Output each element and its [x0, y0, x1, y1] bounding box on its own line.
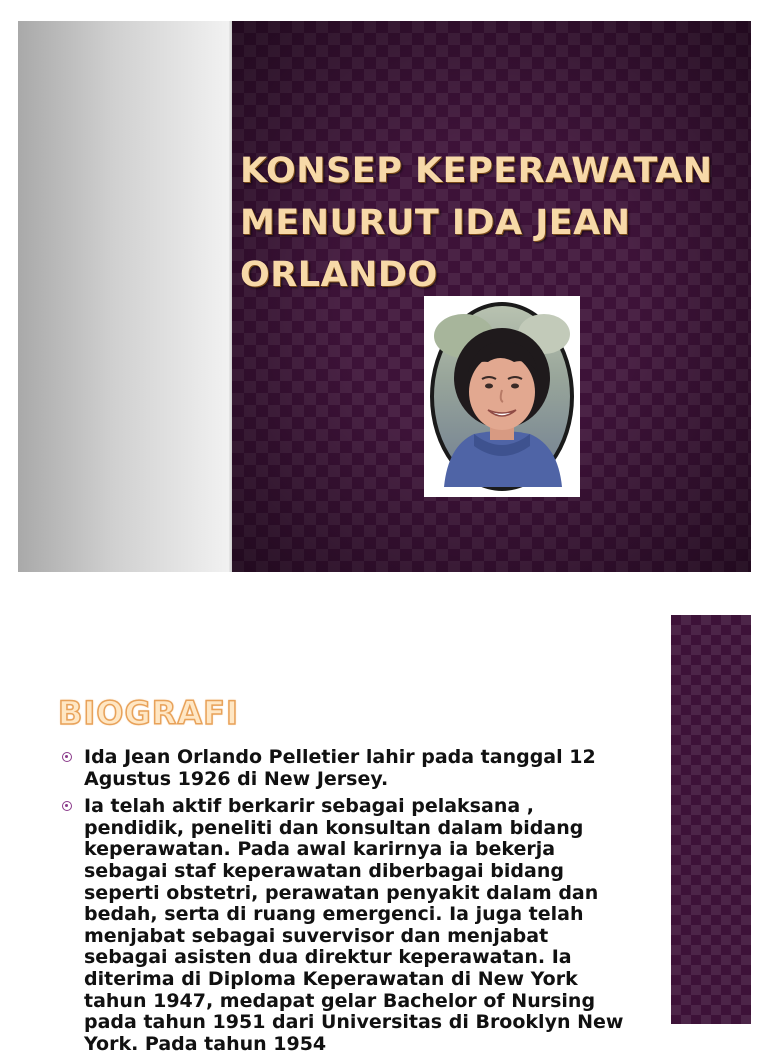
slide-purple-strip [671, 615, 751, 1024]
portrait-frame [424, 296, 580, 497]
portrait-photo [430, 302, 574, 491]
portrait-illustration [434, 306, 570, 487]
title-slide [18, 21, 751, 572]
bullet-text: Ia telah aktif berkarir sebagai pelaksana , pendidik, peneliti dan konsultan dalam bidang keperawatan. Pada awal karirnya ia bekerja sebagai staf keperawatan diberbagai bidang seperti obstetri, perawatan penyakit dalam dan bedah, serta di ruang emergenci. Ia juga telah menjabat sebagai suvervisor dan menjabat sebagai asisten dua direktur keperawatan. Ia diterima di Diploma Keperawatan di New York tahun 1947, medapat gelar Bachelor of Nursing pada tahun 1951 dari Universitas di Brooklyn New York. Pada tahun 1954 [84, 795, 624, 1055]
bullet-text: Ida Jean Orlando Pelletier lahir pada tanggal 12 Agustus 1926 di New Jersey. [84, 746, 596, 790]
list-item [58, 796, 638, 1055]
biography-slide [18, 615, 751, 1055]
bullet-icon [62, 752, 72, 762]
bullet-list [58, 747, 638, 1061]
list-item [58, 747, 638, 790]
section-heading: BIOGRAFI [58, 694, 239, 732]
slide-title: KONSEP KEPERAWATAN MENURUT IDA JEAN ORLANDO [240, 151, 713, 295]
bullet-icon [62, 801, 72, 811]
slide-gray-panel [18, 21, 231, 572]
